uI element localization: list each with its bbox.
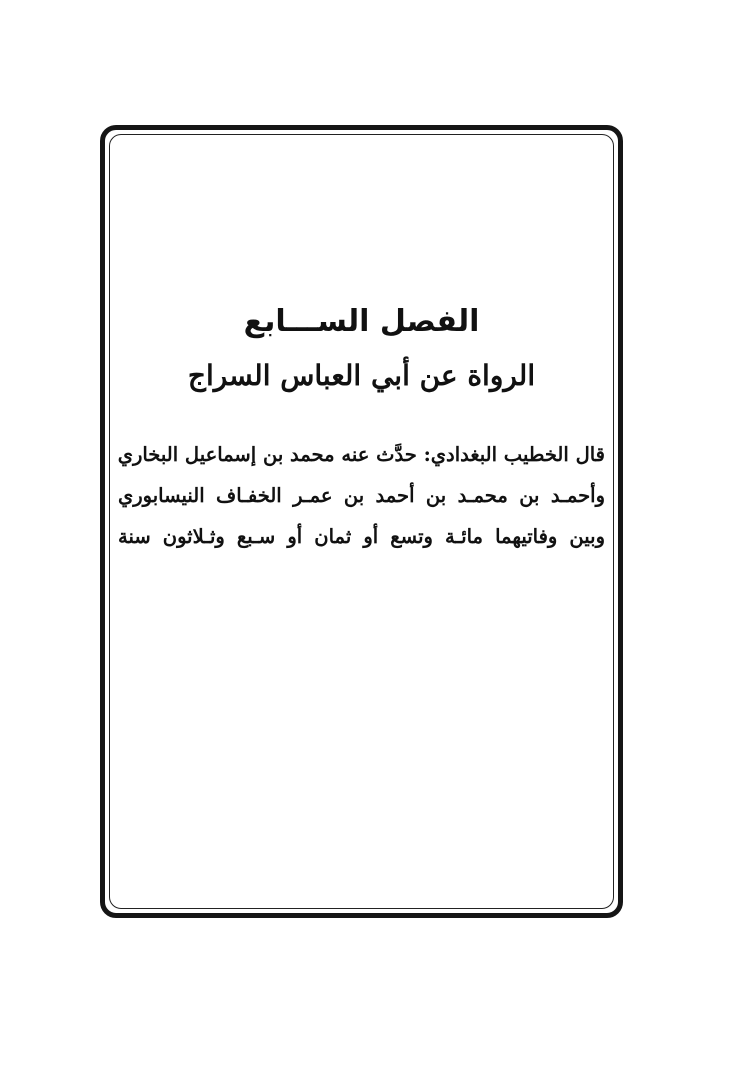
body-line: وبين وفاتيهما مائـة وتسع أو ثمان أو سـبع وثـلاثون سنة <box>118 525 605 548</box>
page-content <box>118 300 605 557</box>
chapter-title: الفصل الســـابع <box>243 304 480 339</box>
body-line: قال الخطيب البغدادي: حدَّث عنه محمد بن إسماعيل البخاري <box>118 443 605 466</box>
chapter-subtitle: الرواة عن أبي العباس السراج <box>187 359 536 392</box>
body-paragraph <box>118 434 605 557</box>
body-line: وأحمـد بن محمـد بن أحمد بن عمـر الخفـاف النيسابوري <box>118 484 605 507</box>
